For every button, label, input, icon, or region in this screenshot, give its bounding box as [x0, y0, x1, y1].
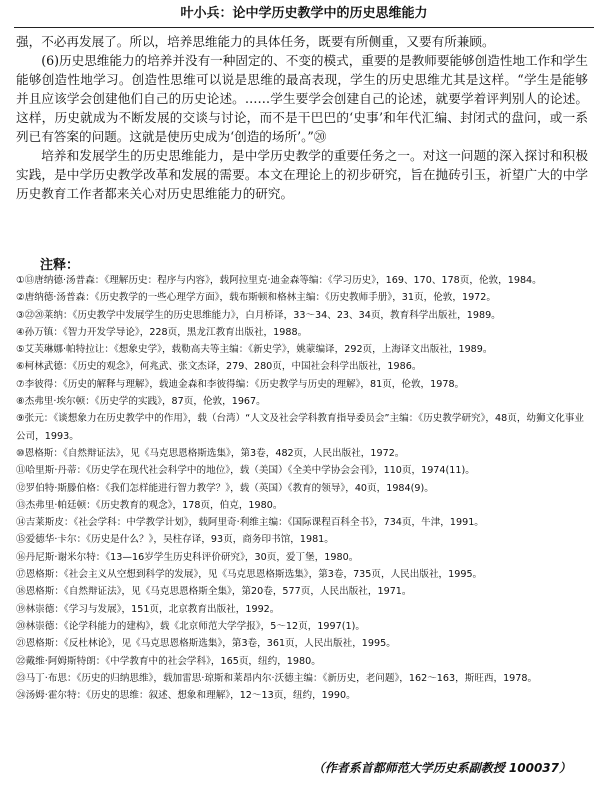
note-item: ㉓马丁·布思：《历史的归纳思维》，载加雷思·琼斯和莱昂内尔·沃德主编：《新历史，老问题》，162～163，斯旺西，1978。 — [16, 672, 538, 684]
note-item: ②唐纳德·汤普森：《历史教学的一些心理学方面》，载布斯顿和格林主编：《历史教师手册》，31页，伦敦，1972。 — [16, 292, 496, 304]
note-item: ④孙万镇：《智力开发学导论》，228页，黑龙江教育出版社，1988。 — [16, 326, 308, 338]
note-item: ⑬杰弗里·帕廷顿：《历史教育的观念》，178页，伯克，1980。 — [16, 499, 283, 511]
note-item: ③㉒⑳莱纳：《历史教学中发展学生的历史思维能力》，白月桥译，33～34、23、34页，教育科学出版社，1989。 — [16, 309, 501, 321]
paragraph: 培养和发展学生的历史思维能力，是中学历史教学的重要任务之一。对这一问题的深入探讨和积极实践，是中学历史教学改革和发展的需要。本文在理论上的初步研究，旨在抛砖引玉，祈望广大的中学历史教育工作者都来关心对历史思维能力的研究。 — [16, 148, 588, 201]
note-item: ⑥柯林武德：《历史的观念》，何兆武、张文杰译，279、280页，中国社会科学出版社，1986。 — [16, 361, 422, 373]
note-item: ⑳林崇德：《论学科能力的建构》，载《北京师范大学学报》，5～12页，1997(1)。 — [16, 620, 365, 632]
note-item: ㉔汤姆·霍尔特：《历史的思维：叙述、想象和理解》，12～13页，纽约，1990。 — [16, 690, 356, 702]
notes-heading: 注释： — [40, 258, 80, 273]
paragraph: (6)历史思维能力的培养并没有一种固定的、不变的模式，重要的是教师要能够创造性地工作和学生能够创造性地学习。创造性思维可以说是思维的最高表现，学生的历史思维尤其是这样。“学生是能够并且应该学会创建他们自己的历史论述。……学生要学会创建自己的论述，就要学着评判别人的论述。这样，历史就成为不断发展的交谈与讨论，而不是干巴巴的‘史事’和年代汇编、封闭式的盘问，或一系列已有答案的问题。这就是使历史成为‘创造的场所’。”⑳ — [16, 53, 588, 144]
note-item: ㉒戴维·阿姆斯特朗：《中学教育中的社会学科》，165页，纽约，1980。 — [16, 655, 321, 667]
note-item: ⑫罗伯特·斯滕伯格：《我们怎样能进行智力教学？》，载（英国）《教育的领导》，40页，1984(9)。 — [16, 482, 434, 494]
note-item: ①⑬唐纳德·汤普森：《理解历史：程序与内容》，载阿拉里克·迪金森等编：《学习历史》，169、170、178页，伦敦，1984。 — [16, 275, 542, 286]
note-item: ⑪哈里斯·丹蒂：《历史学在现代社会科学中的地位》，载（美国）《全美中学协会会刊》，110页，1974(11)。 — [16, 465, 475, 477]
note-item: ⑯丹尼斯·谢米尔特：《13—16岁学生历史科评价研究》，30页，爱丁堡，1980。 — [16, 551, 359, 563]
note-item: ㉑恩格斯：《反杜林论》，见《马克思恩格斯选集》，第3卷，361页，人民出版社，1995。 — [16, 638, 396, 650]
note-item: ⑩恩格斯：《自然辩证法》，见《马克思恩格斯选集》，第3卷，482页，人民出版社，1972。 — [16, 447, 405, 459]
body-text — [16, 32, 588, 203]
note-item: ⑧杰弗里·埃尔顿：《历史学的实践》，87页，伦敦，1967。 — [16, 396, 266, 408]
running-header — [14, 0, 594, 28]
author-affiliation: （作者系首都师范大学历史系副教授 100037） — [312, 761, 571, 775]
note-item: ⑤艾芙琳娜·帕特拉让：《想象史学》，载勒高夫等主编：《新史学》，姚蒙编译，292页，上海译文出版社，1989。 — [16, 344, 493, 356]
note-item: ⑱恩格斯：《自然辩证法》，见《马克思恩格斯全集》，第20卷，577页，人民出版社，1971。 — [16, 586, 412, 598]
note-item: ⑮爱德华·卡尔：《历史是什么？》，吴柱存译，93页，商务印书馆，1981。 — [16, 534, 334, 546]
paragraph: 强，不必再发展了。所以，培养思维能力的具体任务，既要有所侧重，又要有所兼顾。 — [16, 34, 495, 49]
notes-list — [16, 272, 592, 704]
note-item: ⑦李彼得：《历史的解释与理解》，载迪金森和李彼得编：《历史教学与历史的理解》，81页，伦敦，1978。 — [16, 378, 465, 390]
header-title: 叶小兵：论中学历史教学中的历史思维能力 — [180, 6, 428, 21]
note-item: ⑰恩格斯：《社会主义从空想到科学的发展》，见《马克思恩格斯选集》，第3卷，735页，人民出版社，1995。 — [16, 569, 483, 581]
note-item: ⑨张元：《谈想象力在历史教学中的作用》，载（台湾）“人文及社会学科教育指导委员会”主编：《历史教学研究》，48页，幼狮文化事业公司，1993。 — [16, 413, 584, 442]
note-item: ⑲林崇德：《学习与发展》，151页，北京教育出版社，1992。 — [16, 603, 280, 615]
note-item: ⑭吉莱斯皮：《社会学科：中学教学计划》，载阿里奇·利维主编：《国际课程百科全书》，734页，牛津，1991。 — [16, 517, 484, 529]
